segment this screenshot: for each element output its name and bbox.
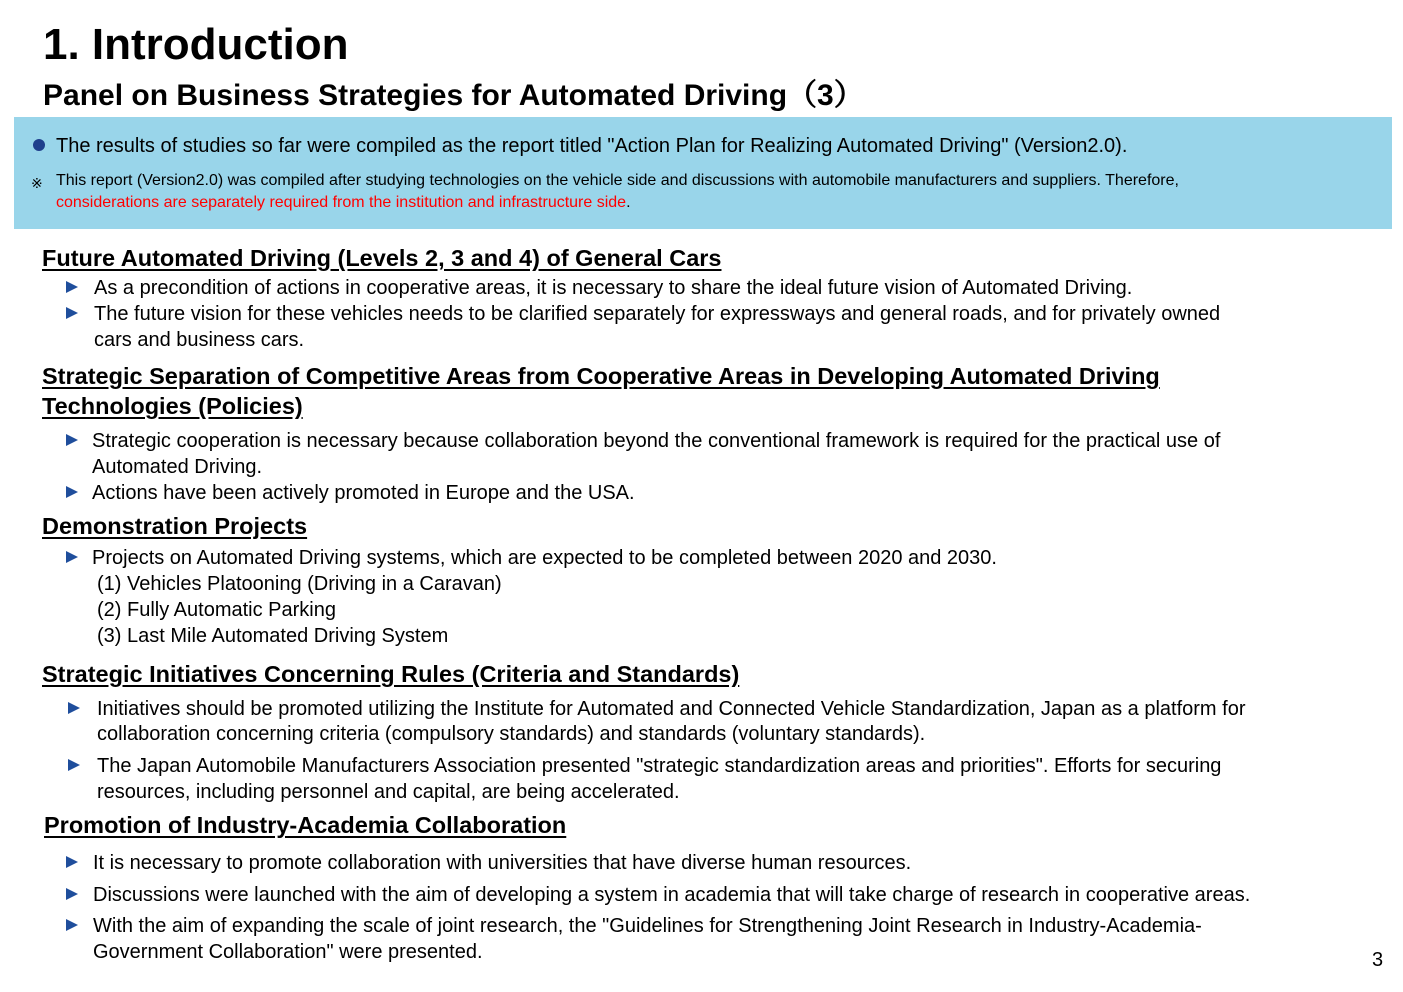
list-item-text: Strategic cooperation is necessary because collaboration beyond the conventional framework is required for the practical use of [92, 430, 1221, 452]
summary-bullet-text: The results of studies so far were compiled as the report titled "Action Plan for Realizing Automated Driving" (Version2.0). [56, 135, 1128, 157]
list-item-text: The Japan Automobile Manufacturers Association presented "strategic standardization areas and priorities". Efforts for securing [97, 755, 1222, 777]
section-heading-future-automated-driving: Future Automated Driving (Levels 2, 3 and 4) of General Cars [42, 245, 722, 271]
list-item-text: The future vision for these vehicles needs to be clarified separately for expressways and general roads, and for privately owned [94, 303, 1221, 325]
list-item-text: Initiatives should be promoted utilizing the Institute for Automated and Connected Vehicle Standardization, Japan as a platform for [97, 698, 1246, 720]
section-heading-demonstration-projects: Demonstration Projects [42, 513, 308, 539]
bullet-triangle-icon [66, 919, 78, 931]
note-period: . [626, 194, 631, 211]
list-item-text: It is necessary to promote collaboration with universities that have diverse human resources. [93, 852, 912, 874]
page-title: 1. Introduction [43, 20, 349, 69]
bullet-triangle-icon [66, 551, 78, 563]
list-item-text-continued: Government Collaboration" were presented. [93, 941, 483, 963]
list-item-text: Discussions were launched with the aim of developing a system in academia that will take charge of research in cooperative areas. [93, 884, 1251, 906]
list-item-text: Projects on Automated Driving systems, which are expected to be completed between 2020 and 2030. [92, 547, 997, 569]
page-number: 3 [1372, 949, 1384, 971]
section-heading-industry-academia: Promotion of Industry-Academia Collaboration [44, 812, 567, 838]
project-sub-item: (1) Vehicles Platooning (Driving in a Caravan) [97, 573, 502, 595]
bullet-triangle-icon [68, 702, 80, 714]
note-mark: ※ [31, 175, 43, 191]
list-item-text: As a precondition of actions in cooperative areas, it is necessary to share the ideal future vision of Automated Driving. [94, 277, 1133, 299]
bullet-triangle-icon [66, 281, 78, 293]
section-heading-strategic-separation-continued: Technologies (Policies) [42, 393, 303, 419]
bullet-triangle-icon [66, 307, 78, 319]
section-heading-strategic-initiatives-rules: Strategic Initiatives Concerning Rules (Criteria and Standards) [42, 661, 740, 687]
list-item-text-continued: cars and business cars. [94, 329, 305, 351]
bullet-triangle-icon [66, 434, 78, 446]
bullet-triangle-icon [66, 486, 78, 498]
list-item-text-continued: collaboration concerning criteria (compulsory standards) and standards (voluntary standards). [97, 723, 926, 745]
bullet-triangle-icon [66, 888, 78, 900]
summary-box [14, 117, 1392, 229]
note-line-2 [56, 192, 631, 214]
section-heading-strategic-separation: Strategic Separation of Competitive Areas from Cooperative Areas in Developing Automated Driving [42, 363, 1160, 389]
note-red-text: considerations are separately required from the institution and infrastructure side [56, 194, 627, 211]
page-subtitle: Panel on Business Strategies for Automated Driving（3） [43, 79, 864, 112]
list-item-text: Actions have been actively promoted in Europe and the USA. [92, 482, 635, 504]
list-item-text-continued: resources, including personnel and capital, are being accelerated. [97, 781, 680, 803]
project-sub-item: (2) Fully Automatic Parking [97, 599, 336, 621]
list-item-text-continued: Automated Driving. [92, 456, 263, 478]
list-item-text: With the aim of expanding the scale of joint research, the "Guidelines for Strengthening Joint Research in Industry-Academia- [93, 915, 1202, 937]
bullet-triangle-icon [66, 856, 78, 868]
bullet-triangle-icon [68, 759, 80, 771]
bullet-dot-icon [33, 139, 45, 151]
project-sub-item: (3) Last Mile Automated Driving System [97, 625, 449, 647]
note-line-1: This report (Version2.0) was compiled after studying technologies on the vehicle side and discussions with automobile manufacturers and suppliers. Therefore, [56, 172, 1179, 189]
